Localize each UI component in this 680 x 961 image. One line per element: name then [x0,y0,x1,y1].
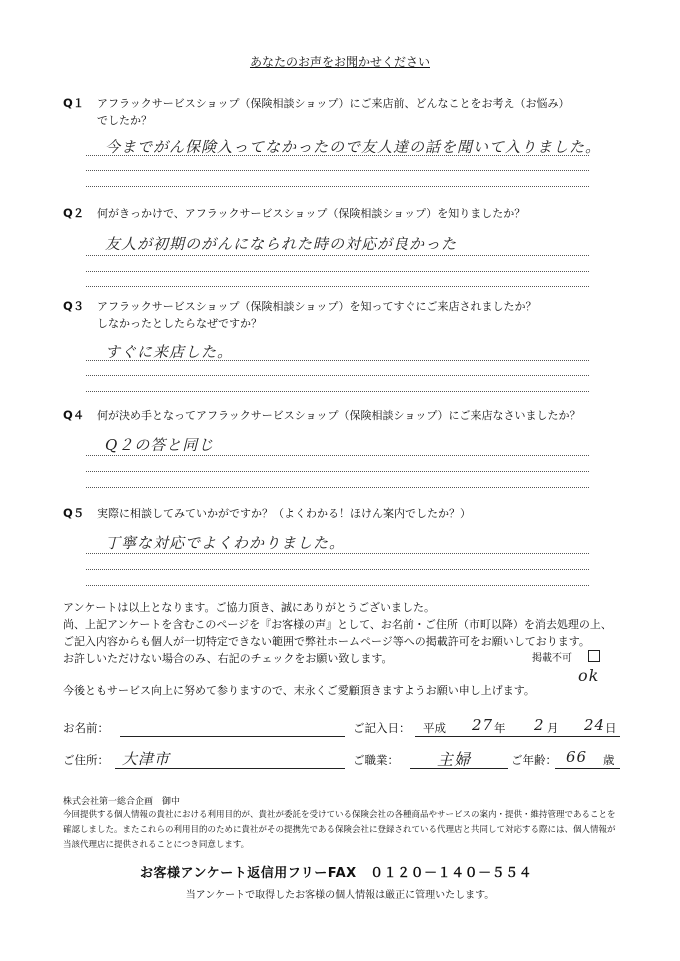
privacy-consent-text: 今回提供する個人情報の貴社における利用目的が、貴社が委託を受けている保険会社の各種商品やサービスの案内・提供・維持管理であることを確認しました。またこれらの利用目的のために貴社がその提携先である保険会社に登録されている代理店と共同して対応する際には、個人情報が当該代理店に提供されることにつき同意します。 [63,810,616,850]
q1-answer-line [86,170,589,171]
closing-permission-3: お許しいただけない場合のみ、右記のチェックをお願い致します。 [63,652,393,665]
name-field[interactable] [120,736,345,737]
date-year-unit: 年 [494,721,506,735]
q5-answer-line [86,553,589,554]
q3-text-line1: アフラックサービスショップ（保険相談ショップ）を知ってすぐにご来店されましたか？ [97,300,537,313]
address-field[interactable] [115,768,345,769]
date-era: 平成 [423,721,446,735]
date-year-value: 27 [472,716,494,734]
company-name: 株式会社第一総合企画 御中 [63,797,181,807]
no-publish-checkbox[interactable] [588,650,600,662]
occupation-label: ご職業： [353,753,399,767]
date-label: ご記入日： [353,721,411,735]
closing-permission-2: ご記入内容からも個人が一切特定できない範囲で弊社ホームページ等への掲載許可をお願いしております。 [63,635,590,648]
no-publish-label: 掲載不可 [532,653,572,664]
q1-answer: 今までがん保険入ってなかったので友人達の話を聞いて入りました。 [105,138,602,156]
q1-number: Q１ [63,96,85,110]
q3-text-line2: しなかったとしたらなぜですか？ [97,317,262,330]
date-day-unit: 日 [605,721,617,735]
q2-number: Q２ [63,206,85,220]
q2-text-line1: 何がきっかけで、アフラックサービスショップ（保険相談ショップ）を知りましたか？ [97,207,526,220]
occupation-field[interactable] [410,768,508,769]
q2-answer-line [86,271,589,272]
q5-answer-line [86,585,589,586]
q1-text-line1: アフラックサービスショップ（保険相談ショップ）にご来店前、どんなことをお考え（お悩み） [97,97,570,110]
name-label: お名前： [63,721,109,735]
closing-permission-1: 尚、上記アンケートを含むこのページを『お客様の声』として、お名前・ご住所（市町以降）を消去処理の上、 [63,618,612,631]
page-title: あなたのお声をお聞かせください [249,55,430,69]
privacy-management-note: 当アンケートで取得したお客様の個人情報は厳正に管理いたします。 [185,890,495,901]
q5-answer: 丁寧な対応でよくわかりました。 [105,534,346,552]
q3-answer-line [86,360,589,361]
q4-number: Q４ [63,408,85,422]
q3-answer: すぐに来店した。 [105,343,234,361]
q3-answer-line [86,391,589,392]
q4-text-line1: 何が決め手となってアフラックサービスショップ（保険相談ショップ）にご来店なさいましたか？ [97,409,581,422]
closing-thanks: アンケートは以上となります。ご協力頂き、誠にありがとうございました。 [63,601,436,614]
q3-number: Q３ [63,299,85,313]
q2-answer: 友人が初期のがんになられた時の対応が良かった [105,235,458,253]
q3-answer-line [86,375,589,376]
q1-text-line2: でしたか？ [97,114,152,127]
occupation-value: 主婦 [437,750,472,769]
age-field[interactable] [555,768,620,769]
fax-number: お客様アンケート返信用フリーFAX ０１２０－１４０－５５４ [140,866,533,881]
q2-answer-line [86,255,589,256]
q5-answer-line [86,569,589,570]
q5-number: Q５ [63,506,85,520]
address-value: 大津市 [122,750,171,768]
ok-handwritten-mark: ok [578,666,600,685]
age-label: ご年齢： [511,753,557,767]
closing-regards: 今後ともサービス向上に努めて参りますので、末永くご愛顧頂きますようお願い申し上げます。 [63,684,535,697]
q1-answer-line [86,155,589,156]
date-month-unit: 月 [547,721,559,735]
q4-answer: Q２の答と同じ [105,436,215,454]
q4-answer-line [86,487,589,488]
q4-answer-line [86,455,589,456]
age-value: 66 [566,748,588,766]
q5-text-line1: 実際に相談してみていかがですか？（よくわかる！ほけん案内でしたか？） [97,507,471,520]
date-field[interactable] [415,736,620,737]
age-unit: 歳 [603,753,615,767]
q2-answer-line [86,286,589,287]
date-day-value: 24 [584,716,606,734]
q4-answer-line [86,471,589,472]
date-month-value: 2 [534,716,545,734]
address-label: ご住所： [63,753,109,767]
q1-answer-line [86,186,589,187]
